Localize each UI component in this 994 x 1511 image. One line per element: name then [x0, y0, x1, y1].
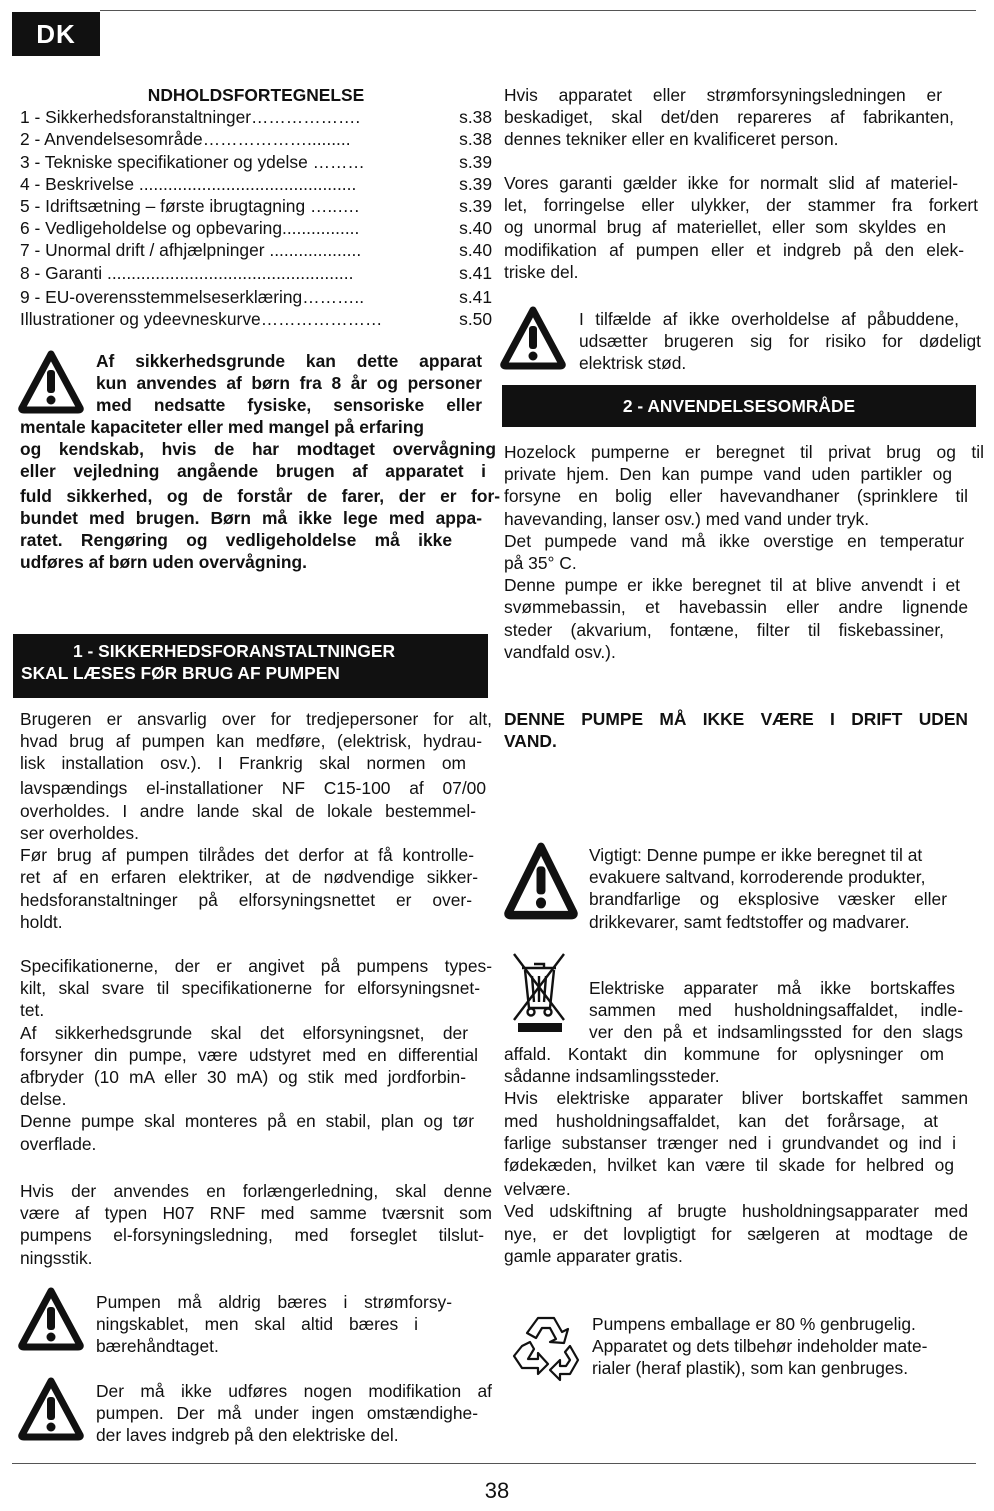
warning-triangle-icon: [18, 1287, 84, 1351]
section1-title-line2: SKAL LÆSES FØR BRUG AF PUMPEN: [21, 663, 340, 683]
text-line: Af sikkerhedsgrunde kan dette apparat: [96, 351, 482, 371]
toc-row: [20, 239, 492, 261]
text-line: Der må ikke udføres nogen modifikation af: [96, 1381, 492, 1401]
bottom-rule: [12, 1463, 976, 1464]
text-line: farlige substanser trænger ned i grundvandet og ind i: [504, 1132, 956, 1153]
section1-paragraph-1: [20, 708, 492, 933]
text-line: gamle apparater gratis.: [504, 1245, 683, 1266]
weee-notice-body: [504, 1043, 968, 1267]
toc-entry: 9 - EU-overensstemmelseserklæring………..: [20, 286, 365, 307]
text-line: triske del.: [504, 261, 579, 282]
text-line: Hozelock pumperne er beregnet til privat brug og til: [504, 442, 984, 462]
text-line: forsyner din pumpe, være udstyret med en differential: [20, 1044, 478, 1065]
text-line: udsætter brugeren sig for risiko for dødeligt: [579, 331, 981, 352]
text-line: være af typen H07 RNF med samme tværsnit som: [20, 1203, 492, 1224]
text-line: pumpens el-forsyningsledning, med forseglet tilslut-: [20, 1225, 484, 1246]
text-line: bundet med brugen. Børn må ikke lege med appa-: [20, 507, 482, 528]
toc-page: s.41: [459, 286, 492, 307]
text-line: steder (akvarium, fontæne, filter til fiskebassiner,: [504, 619, 944, 640]
text-line: Pumpens emballage er 80 % genbrugelig.: [592, 1314, 916, 1334]
text-line: vandfald osv.).: [504, 641, 616, 662]
no-dry-run-notice: [504, 708, 968, 752]
text-line: ver den på et indsamlingssted for den slags: [589, 1022, 963, 1043]
text-line: VAND.: [504, 731, 557, 752]
text-line: ser overholdes.: [20, 823, 139, 844]
text-line: Ved udskiftning af brugte husholdningsapparater med: [504, 1201, 968, 1222]
text-line: drikkevarer, samt fedtstoffer og madvarer.: [589, 911, 910, 932]
toc-page: s.39: [459, 173, 492, 194]
toc-row: [20, 308, 492, 330]
toc-row: [20, 195, 492, 217]
text-line: Brugeren er ansvarlig over for tredjepersoner for alt,: [20, 709, 492, 729]
text-line: ret af en erfaren elektriker, at de nødvendige sikker-: [20, 867, 478, 888]
text-line: med nedsatte fysiske, sensoriske eller: [96, 395, 482, 416]
text-line: lavspændings el-installationer NF C15-100 af 07/00: [20, 777, 486, 798]
text-line: Hvis elektriske apparater bliver bortskaffet sammen: [504, 1088, 968, 1109]
text-line: Denne pumpe er ikke beregnet til at blive anvendt i et: [504, 575, 960, 596]
text-line: Specifikationerne, der er angivet på pumpens types-: [20, 956, 492, 976]
text-line: hvad brug af pumpen kan medføre, (elektrisk, hydrau-: [20, 731, 482, 752]
crossed-out-wheelie-bin-icon: [508, 950, 570, 1036]
text-line: velvære.: [504, 1179, 571, 1200]
toc-row: [20, 128, 492, 150]
modification-warning: [96, 1380, 492, 1447]
text-line: fuld sikkerhed, og de forstår de farer, der er for-: [20, 485, 500, 506]
text-line: brandfarlige og eksplosive væsker eller: [589, 889, 947, 910]
text-line: dennes tekniker eller en kvalificeret person.: [504, 129, 839, 150]
section1-title-line1: 1 - SIKKERHEDSFORANSTALTNINGER: [73, 641, 396, 661]
text-line: Vigtigt: Denne pumpe er ikke beregnet til at: [589, 845, 923, 865]
text-line: let, forringelse eller ulykker, der stammer fra forkert: [504, 195, 978, 216]
text-line: eller vejledning angående brugen af apparatet i: [20, 461, 486, 482]
toc-row: [20, 262, 492, 284]
toc-entry: 8 - Garanti ...................................................: [20, 262, 354, 283]
warning-triangle-icon: [500, 306, 566, 370]
toc-entry: Illustrationer og ydeevneskurve…………………: [20, 309, 383, 330]
toc-entry: 6 - Vedligeholdelse og opbevaring................: [20, 218, 360, 239]
table-of-contents: [20, 84, 492, 330]
text-line: Hvis apparatet eller strømforsyningsledningen er: [504, 85, 942, 105]
top-rule: [100, 10, 976, 11]
text-line: hedsforanstaltninger på elforsyningsnettet er over-: [20, 889, 472, 910]
damaged-cable-paragraph: [504, 84, 968, 151]
text-line: DENNE PUMPE MÅ IKKE VÆRE I DRIFT UDEN: [504, 709, 968, 729]
toc-entry: 2 - Anvendelsesområde……………….........: [20, 129, 351, 150]
text-line: pumpen. Der må under ingen omstændighe-: [96, 1403, 478, 1424]
text-line: med husholdningsaffaldet, kan det forårsage, at: [504, 1110, 938, 1131]
text-line: forsyne en bolig eller havevandhaner (sprinklere til: [504, 486, 968, 507]
text-line: beskadiget, skal det/den repareres af fabrikanten,: [504, 107, 954, 128]
toc-row: [20, 173, 492, 195]
toc-page: s.50: [459, 309, 492, 330]
toc-title: NDHOLDSFORTEGNELSE: [147, 85, 365, 105]
toc-page: s.38: [459, 129, 492, 150]
text-line: Elektriske apparater må ikke bortskaffes: [589, 978, 955, 998]
text-line: bærehåndtaget.: [96, 1336, 219, 1357]
text-line: sådanne indsamlingssteder.: [504, 1066, 720, 1087]
text-line: ningskablet, men skal altid bæres i: [96, 1314, 418, 1335]
warning-triangle-icon: [18, 1377, 84, 1441]
text-line: udføres af børn uden overvågning.: [20, 552, 307, 573]
text-line: tet.: [20, 1000, 45, 1021]
toc-row: [20, 106, 492, 128]
section1-paragraph-2: [20, 955, 492, 1155]
toc-entry: 1 - Sikkerhedsforanstaltninger……………….: [20, 107, 361, 128]
text-line: Denne pumpe skal monteres på en stabil, plan og tør: [20, 1111, 474, 1132]
text-line: affald. Kontakt din kommune for oplysninger om: [504, 1044, 944, 1064]
text-line: overholdes. I andre lande skal de lokale bestemmel-: [20, 800, 476, 821]
warranty-paragraph: [504, 172, 978, 283]
text-line: ratet. Rengøring og vedligeholdelse må ikke: [20, 530, 452, 551]
text-line: afbryder (10 mA eller 30 mA) og stik med jordforbin-: [20, 1067, 466, 1088]
text-line: fødekæden, hvilket kan være til skade for helbred og: [504, 1155, 954, 1176]
text-line: Pumpen må aldrig bæres i strømforsy-: [96, 1292, 452, 1312]
toc-page: s.40: [459, 240, 492, 261]
text-line: elektrisk stød.: [579, 353, 687, 374]
toc-entry: 3 - Tekniske specifikationer og ydelse ………: [20, 151, 365, 172]
text-line: og unormal brug af materiellet, eller som skyldes en: [504, 217, 946, 238]
toc-entry: 7 - Unormal drift / afhjælpninger ...................: [20, 240, 362, 261]
text-line: overflade.: [20, 1133, 97, 1154]
text-line: kilt, skal svare til specifikationerne for elforsyningsnet-: [20, 978, 480, 999]
text-line: mentale kapaciteter eller med mangel på erfaring: [20, 417, 425, 437]
text-line: sammen med husholdningsaffaldet, indle-: [589, 1000, 963, 1021]
toc-page: s.39: [459, 151, 492, 172]
text-line: og kendskab, hvis de har modtaget overvågning: [20, 439, 496, 460]
text-line: I tilfælde af ikke overholdelse af påbuddene,: [579, 309, 959, 329]
text-line: modifikation af pumpen eller et indgreb på den elek-: [504, 239, 964, 260]
toc-page: s.39: [459, 196, 492, 217]
toc-row: [20, 151, 492, 173]
important-notice: [589, 844, 969, 933]
toc-page: s.40: [459, 218, 492, 239]
section1-heading: [13, 634, 488, 698]
text-line: Apparatet og dets tilbehør indeholder mate-: [592, 1336, 928, 1357]
text-line: Vores garanti gælder ikke for normalt slid af materiel-: [504, 173, 958, 193]
text-line: havevanding, lanser osv.) med vand under tryk.: [504, 508, 870, 529]
text-line: nye, er det lovpligtigt for sælgeren at modtage de: [504, 1223, 968, 1244]
text-line: holdt.: [20, 911, 63, 932]
text-line: svømmebassin, et havebassin eller andre lignende: [504, 597, 968, 618]
text-line: Det pumpede vand må ikke overstige en temperatur: [504, 530, 964, 551]
toc-entry: 4 - Beskrivelse .............................................: [20, 173, 357, 194]
text-line: Hvis der anvendes en forlængerledning, skal denne: [20, 1181, 492, 1201]
text-line: der laves indgreb på den elektriske del.: [96, 1425, 399, 1446]
toc-page: s.38: [459, 107, 492, 128]
toc-entry: 5 - Idriftsætning – første ibrugtagning …..….: [20, 196, 360, 217]
toc-row: [20, 217, 492, 239]
text-line: Af sikkerhedsgrunde skal det elforsyningsnet, der: [20, 1022, 468, 1043]
recycling-icon: [508, 1312, 584, 1384]
toc-page: s.41: [459, 262, 492, 283]
text-line: ningsstik.: [20, 1247, 93, 1268]
text-line: evakuere saltvand, korroderende produkter,: [589, 867, 926, 888]
text-line: på 35° C.: [504, 553, 577, 574]
toc-row: [20, 286, 492, 308]
text-line: private hjem. Den kan pumpe vand uden partikler og: [504, 464, 952, 485]
child-warning-body: [20, 416, 500, 573]
text-line: Før brug af pumpen tilrådes det derfor at få kontrolle-: [20, 845, 474, 866]
page-number: 38: [484, 1478, 510, 1503]
child-warning-intro: [96, 350, 482, 417]
cable-warning: [96, 1291, 452, 1358]
electric-shock-warning: [579, 308, 981, 375]
weee-notice-intro: [589, 977, 963, 1044]
warning-triangle-icon: [18, 350, 84, 414]
text-line: delse.: [20, 1089, 67, 1110]
section1-paragraph-3: [20, 1180, 492, 1269]
text-line: rialer (heraf plastik), som kan genbruges.: [592, 1358, 909, 1379]
text-line: kun anvendes af børn fra 8 år og personer: [96, 373, 482, 394]
text-line: lisk installation osv.). I Frankrig skal normen om: [20, 753, 466, 774]
language-badge: DK: [12, 12, 100, 56]
recycling-notice: [592, 1313, 972, 1380]
section2-heading: 2 - ANVENDELSESOMRÅDE: [502, 385, 976, 427]
section2-body: [504, 441, 984, 663]
warning-triangle-icon: [504, 842, 578, 920]
